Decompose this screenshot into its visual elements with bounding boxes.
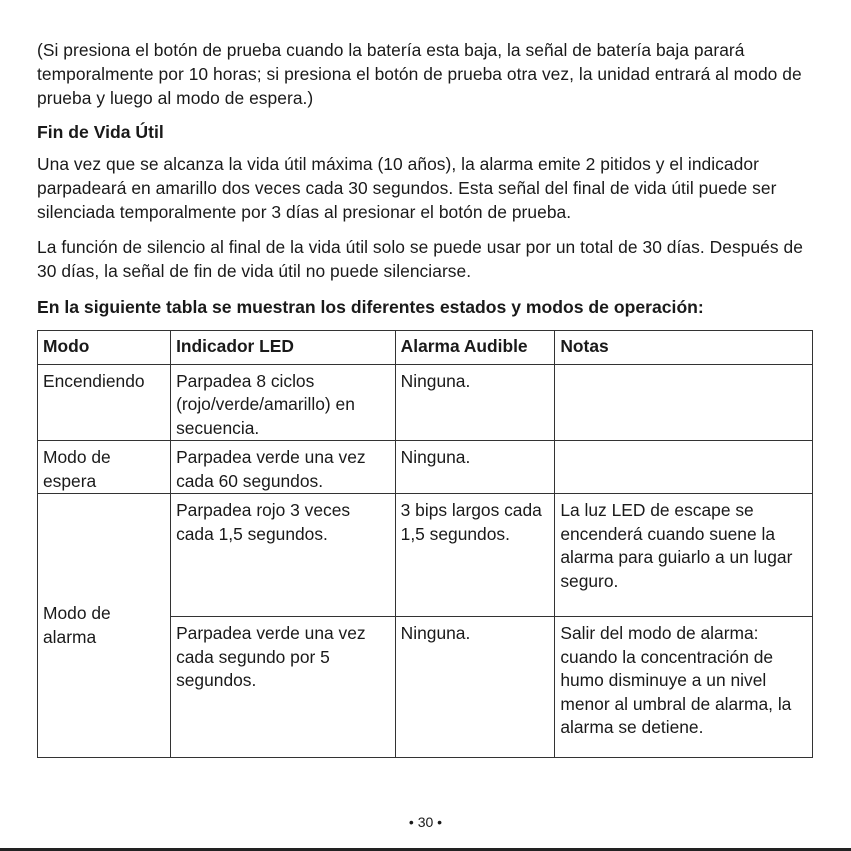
table-row: [38, 441, 813, 494]
page-number: • 30 •: [408, 814, 443, 830]
header-notas: Notas: [555, 330, 813, 364]
header-indicador-led: Indicador LED: [171, 330, 396, 364]
cell-mode: Encendiendo: [38, 364, 171, 441]
end-of-life-heading: Fin de Vida Útil: [37, 121, 164, 142]
cell-mode: Modo de alarma: [38, 494, 171, 758]
cell-mode: Modo de espera: [38, 441, 171, 494]
document-page: [37, 38, 813, 758]
cell-led: Parpadea verde una vez cada segundo por 5 segundos.: [171, 617, 396, 758]
cell-led: Parpadea 8 ciclos (rojo/verde/amarillo) en secuencia.: [171, 364, 396, 441]
cell-notes: Salir del modo de alarma: cuando la concentración de humo disminuye a un nivel menor al umbral de alarma, la alarma se detiene.: [555, 617, 813, 758]
cell-led: Parpadea verde una vez cada 60 segundos.: [171, 441, 396, 494]
cell-notes: [555, 364, 813, 441]
cell-notes: [555, 441, 813, 494]
battery-note-paragraph: (Si presiona el botón de prueba cuando la batería esta baja, la señal de batería baja parará temporalmente por 10 horas; si presiona el botón de prueba otra vez, la unidad entrará al modo de prueba y luego al modo de espera.): [37, 40, 802, 109]
cell-audible: Ninguna.: [395, 617, 555, 758]
cell-audible: 3 bips largos cada 1,5 segundos.: [395, 494, 555, 617]
cell-notes: La luz LED de escape se encenderá cuando suene la alarma para guiarlo a un lugar seguro.: [555, 494, 813, 617]
operation-modes-table: [37, 330, 813, 759]
table-heading: En la siguiente tabla se muestran los diferentes estados y modos de operación:: [37, 296, 704, 317]
table-row: [38, 364, 813, 441]
header-alarma-audible: Alarma Audible: [395, 330, 555, 364]
header-modo: Modo: [38, 330, 171, 364]
cell-audible: Ninguna.: [395, 364, 555, 441]
end-of-life-paragraph: Una vez que se alcanza la vida útil máxima (10 años), la alarma emite 2 pitidos y el indicador parpadeará en amarillo dos veces cada 30 segundos. Esta señal del final de vida útil puede ser silenciada temporalmente por 3 días al presionar el botón de prueba.: [37, 153, 777, 223]
table-row: [38, 494, 813, 617]
cell-audible: Ninguna.: [395, 441, 555, 494]
cell-led: Parpadea rojo 3 veces cada 1,5 segundos.: [171, 494, 396, 617]
table-header-row: [38, 330, 813, 364]
silence-function-paragraph: La función de silencio al final de la vida útil solo se puede usar por un total de 30 días. Después de 30 días, la señal de fin de vida útil no puede silenciarse.: [37, 237, 803, 282]
